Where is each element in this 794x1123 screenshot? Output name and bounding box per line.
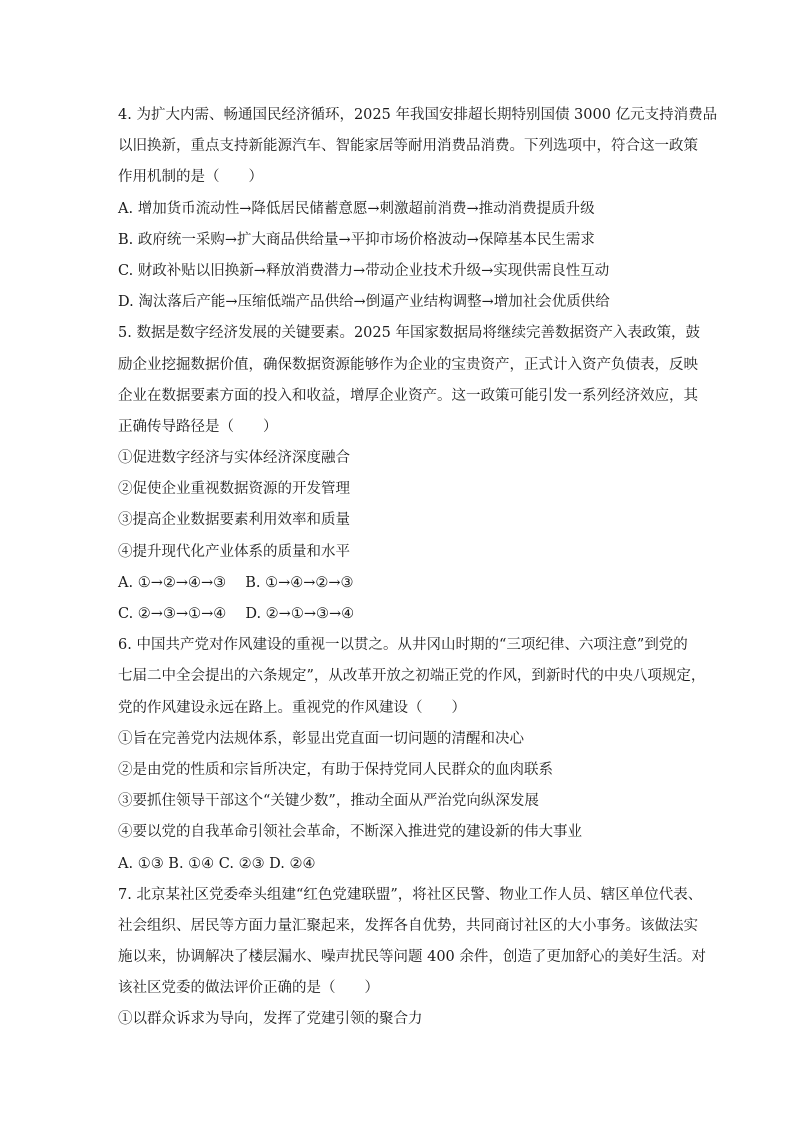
question-stem-line: 7. 北京某社区党委牵头组建“红色党建联盟”，将社区民警、物业工作人员、辖区单位代表、 — [118, 886, 703, 903]
statement-2: ②促使企业重视数据资源的开发管理 — [118, 481, 350, 498]
statement-1: ①以群众诉求为导向，发挥了党建引领的聚合力 — [118, 1011, 423, 1028]
option-b: B. 政府统一采购→扩大商品供给量→平抑市场价格波动→保障基本民生需求 — [118, 231, 595, 248]
statement-1: ①促进数字经济与实体经济深度融合 — [118, 450, 350, 467]
question-6 — [118, 630, 706, 880]
statement-1: ①旨在完善党内法规体系，彰显出党直面一切问题的清醒和决心 — [118, 730, 524, 747]
statement-2: ②是由党的性质和宗旨所决定，有助于保持党同人民群众的血肉联系 — [118, 761, 553, 778]
option-c: C. 财政补贴以旧换新→释放消费潜力→带动企业技术升级→实现供需良性互动 — [118, 262, 610, 279]
question-7 — [118, 880, 706, 1036]
option-d: D. 淘汰落后产能→压缩低端产品供给→倒逼产业结构调整→增加社会优质供给 — [118, 294, 610, 311]
options-line: A. ①③ B. ①④ C. ②③ D. ②④ — [118, 855, 316, 872]
question-stem-line: 作用机制的是（ ） — [118, 169, 263, 186]
exam-page — [118, 100, 718, 1036]
statement-4: ④要以党的自我革命引领社会革命，不断深入推进党的建设新的伟大事业 — [118, 824, 582, 841]
question-stem-line: 4. 为扩大内需、畅通国民经济循环，2025 年我国安排超长期特别国债 3000 亿元支持消费品 — [118, 107, 718, 123]
question-stem-line: 以旧换新，重点支持新能源汽车、智能家居等耐用消费品消费。下列选项中，符合这一政策 — [118, 138, 698, 155]
statement-3: ③要抓住领导干部这个“关键少数”，推动全面从严治党向纵深发展 — [118, 793, 539, 810]
question-stem-line: 5. 数据是数字经济发展的关键要素。2025 年国家数据局将继续完善数据资产入表政策，鼓 — [118, 325, 700, 342]
question-stem-line: 正确传导路径是（ ） — [118, 418, 278, 435]
statement-3: ③提高企业数据要素利用效率和质量 — [118, 512, 350, 529]
question-stem-line: 七届二中全会提出的六条规定”，从改革开放之初端正党的作风，到新时代的中央八项规定， — [118, 668, 706, 685]
options-line-ab: A. ①→②→④→③ B. ①→④→②→③ — [118, 574, 354, 591]
question-stem-line: 施以来，协调解决了楼层漏水、噪声扰民等问题 400 余件，创造了更加舒心的美好生活。对 — [118, 949, 706, 966]
option-a: A. 增加货币流动性→降低居民储蓄意愿→刺激超前消费→推动消费提质升级 — [118, 200, 595, 217]
question-stem-line: 党的作风建设永远在路上。重视党的作风建设（ ） — [118, 699, 466, 716]
question-stem-line: 社会组织、居民等方面力量汇聚起来，发挥各自优势，共同商讨社区的大小事务。该做法实 — [118, 917, 698, 934]
question-stem-line: 6. 中国共产党对作风建设的重视一以贯之。从井冈山时期的“三项纪律、六项注意”到党的 — [118, 637, 688, 654]
question-stem-line: 励企业挖掘数据价值，确保数据资源能够作为企业的宝贵资产，正式计入资产负债表，反映 — [118, 356, 698, 373]
question-stem-line: 该社区党委的做法评价正确的是（ ） — [118, 980, 379, 997]
options-line-cd: C. ②→③→①→④ D. ②→①→③→④ — [118, 606, 355, 622]
statement-4: ④提升现代化产业体系的质量和水平 — [118, 543, 350, 560]
question-5 — [118, 318, 700, 630]
question-4 — [118, 100, 718, 318]
question-stem-line: 企业在数据要素方面的投入和收益，增厚企业资产。这一政策可能引发一系列经济效应，其 — [118, 387, 698, 404]
